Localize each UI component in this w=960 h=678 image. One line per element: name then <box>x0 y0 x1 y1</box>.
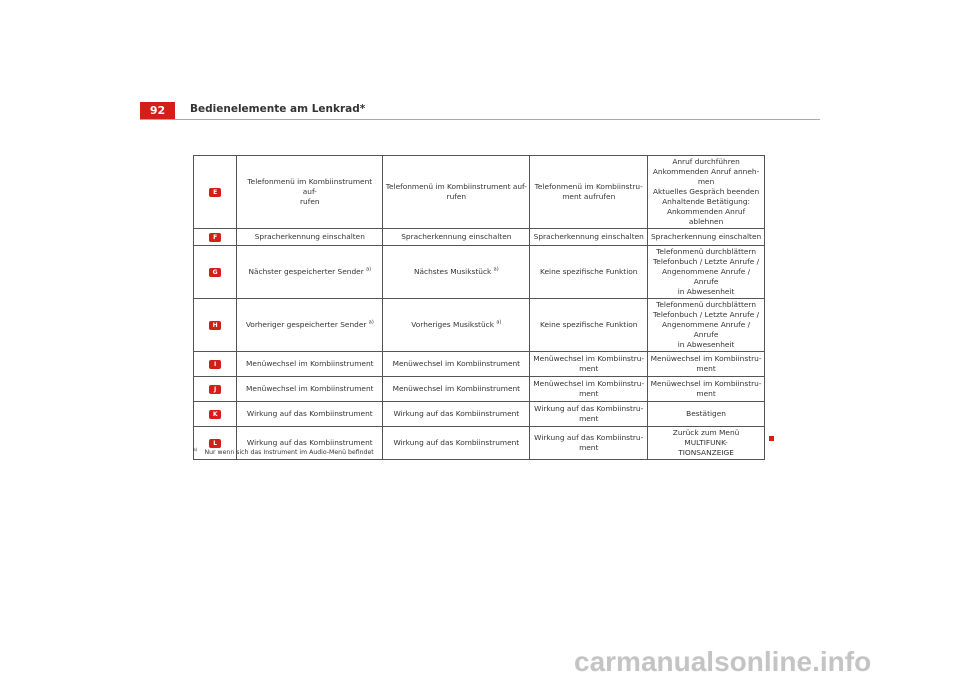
page-title: Bedienelemente am Lenkrad* <box>190 103 366 115</box>
function-cell <box>530 377 648 402</box>
row-label-cell <box>194 229 237 246</box>
function-cell <box>530 246 648 299</box>
footnote-reference: a) <box>366 266 372 273</box>
function-text: Vorheriger gespeicherter Sender <box>245 320 367 329</box>
function-cell <box>648 377 765 402</box>
header-rule <box>140 119 820 120</box>
function-text: Telefonmenü durchblättern Telefonbuch / Letzte Anrufe / Angenommene Anrufe / Anrufe in Abwesenheit <box>653 300 760 349</box>
row-label-cell <box>194 352 237 377</box>
function-cell <box>530 299 648 352</box>
control-label-badge: K <box>209 410 221 419</box>
function-cell <box>648 229 765 246</box>
function-cell <box>648 156 765 229</box>
footnote-reference: a) <box>496 319 502 326</box>
control-label-badge: H <box>209 321 221 330</box>
function-text: Telefonmenü im Kombiinstru- ment aufrufen <box>534 182 643 201</box>
function-text: Nächster gespeicherter Sender <box>248 267 364 276</box>
footnote-reference: a) <box>368 319 374 326</box>
table-row <box>194 229 765 246</box>
table-row <box>194 299 765 352</box>
function-text: Keine spezifische Funktion <box>539 320 638 329</box>
table-row <box>194 352 765 377</box>
function-text: Wirkung auf das Kombiinstru- ment <box>534 404 644 423</box>
function-cell <box>530 229 648 246</box>
function-text: Menüwechsel im Kombiinstru- ment <box>650 379 762 398</box>
function-text: Wirkung auf das Kombiinstrument <box>246 409 373 418</box>
function-text: Spracherkennung einschalten <box>401 232 512 241</box>
function-cell <box>530 352 648 377</box>
end-of-section-marker <box>769 436 774 441</box>
footnote-text: Nur wenn sich das Instrument im Audio-Menü befindet <box>204 449 374 456</box>
function-cell <box>648 352 765 377</box>
function-text: Anruf durchführen Ankommenden Anruf anneh- men Aktuelles Gespräch beenden Anhaltende Betätigung: Ankommenden Anruf ablehnen <box>652 157 760 226</box>
table-row <box>194 156 765 229</box>
table-row <box>194 246 765 299</box>
function-text: Menüwechsel im Kombiinstrument <box>392 359 521 368</box>
function-text: Keine spezifische Funktion <box>539 267 638 276</box>
function-text: Menüwechsel im Kombiinstrument <box>246 359 374 368</box>
function-text: Wirkung auf das Kombiinstrument <box>393 438 520 447</box>
function-text: Spracherkennung einschalten <box>650 232 762 241</box>
function-cell <box>530 402 648 427</box>
function-cell <box>237 299 383 352</box>
function-cell <box>237 246 383 299</box>
function-cell <box>237 402 383 427</box>
function-text: Nächstes Musikstück <box>413 267 492 276</box>
function-text: Bestätigen <box>686 409 726 418</box>
function-text: Telefonmenü im Kombiinstrument auf- rufen <box>247 177 373 206</box>
control-label-badge: E <box>209 188 221 197</box>
function-cell <box>530 156 648 229</box>
row-label-cell <box>194 156 237 229</box>
function-cell <box>648 427 765 460</box>
table-row <box>194 377 765 402</box>
function-cell <box>648 299 765 352</box>
row-label-cell <box>194 377 237 402</box>
footnote <box>193 449 374 456</box>
control-label-badge: F <box>209 233 221 242</box>
function-text: Menüwechsel im Kombiinstru- ment <box>533 354 645 373</box>
function-cell <box>383 299 530 352</box>
function-cell <box>237 229 383 246</box>
row-label-cell <box>194 299 237 352</box>
control-label-badge: I <box>209 360 221 369</box>
page-number: 92 <box>140 102 175 119</box>
function-cell <box>237 377 383 402</box>
function-text: Wirkung auf das Kombiinstru- ment <box>534 433 644 452</box>
function-cell <box>383 352 530 377</box>
function-text: Wirkung auf das Kombiinstrument <box>393 409 520 418</box>
function-text: Telefonmenü im Kombiinstrument auf- rufen <box>385 182 527 201</box>
function-cell <box>237 156 383 229</box>
function-text: Menüwechsel im Kombiinstrument <box>392 384 521 393</box>
function-text: Wirkung auf das Kombiinstrument <box>246 438 373 447</box>
function-cell <box>383 246 530 299</box>
table-row <box>194 402 765 427</box>
function-text: Spracherkennung einschalten <box>254 232 365 241</box>
function-cell <box>383 377 530 402</box>
row-label-cell <box>194 246 237 299</box>
function-text: Menüwechsel im Kombiinstru- ment <box>533 379 645 398</box>
function-cell <box>530 427 648 460</box>
function-text: Spracherkennung einschalten <box>533 232 644 241</box>
control-label-badge: J <box>209 385 221 394</box>
function-text: Menüwechsel im Kombiinstrument <box>246 384 374 393</box>
footnote-reference: a) <box>493 266 499 273</box>
function-cell <box>383 156 530 229</box>
function-cell <box>383 402 530 427</box>
control-label-badge: G <box>209 268 221 277</box>
function-text: Vorheriges Musikstück <box>411 320 494 329</box>
function-text: Telefonmenü durchblättern Telefonbuch / Letzte Anrufe / Angenommene Anrufe / Anrufe in Abwesenheit <box>653 247 760 296</box>
function-cell <box>383 229 530 246</box>
row-label-cell <box>194 402 237 427</box>
function-cell <box>648 402 765 427</box>
watermark: carmanualsonline.info <box>574 646 872 677</box>
function-cell <box>237 352 383 377</box>
function-cell <box>648 246 765 299</box>
function-text: Zurück zum Menü MULTIFUNK- TIONSANZEIGE <box>672 428 740 457</box>
function-cell <box>383 427 530 460</box>
control-label-badge: L <box>209 439 221 448</box>
steering-controls-table <box>193 155 765 460</box>
function-text: Menüwechsel im Kombiinstru- ment <box>650 354 762 373</box>
footnote-mark: a) <box>193 447 198 453</box>
